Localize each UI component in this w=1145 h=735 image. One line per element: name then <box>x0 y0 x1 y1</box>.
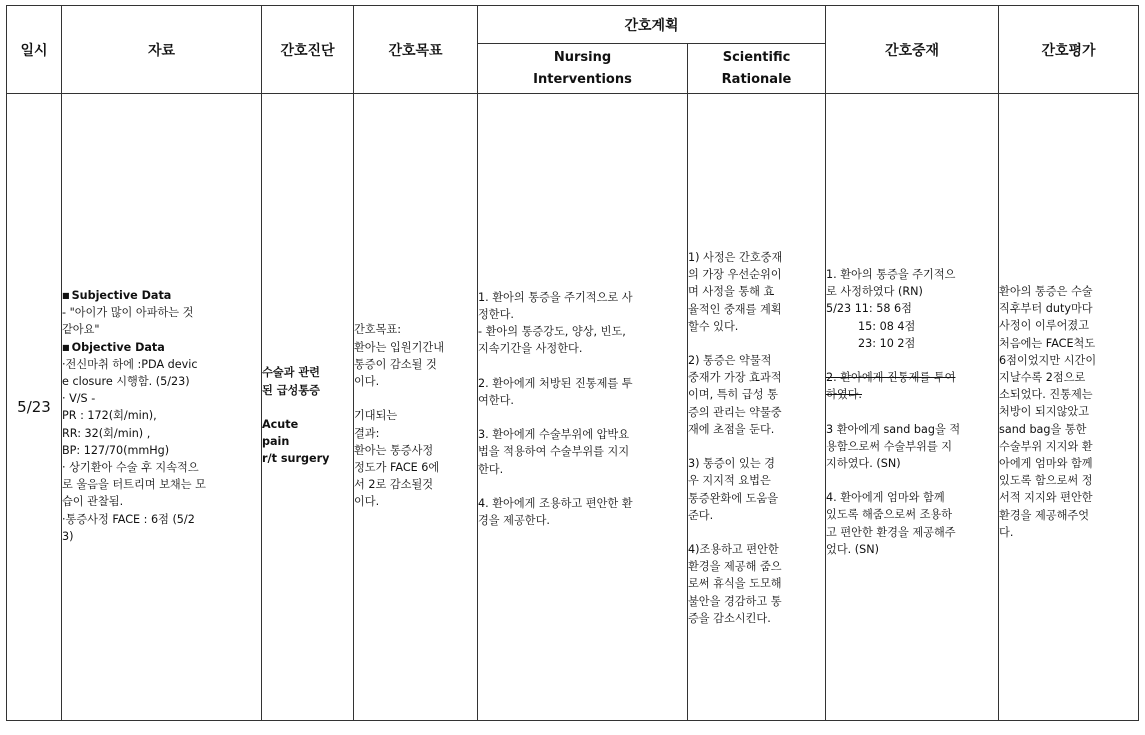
interventions-cell <box>478 94 688 721</box>
spacer <box>354 390 477 407</box>
data-line: RR: 32(회/min) , <box>62 426 151 440</box>
intervention-line: 경을 제공한다. <box>478 513 550 527</box>
subjective-heading-text: Subjective Data <box>71 288 172 302</box>
evaluation-line: 처방이 되지않았고 <box>999 405 1090 419</box>
implementation-line: 있도록 해줌으로써 조용하 <box>826 508 953 522</box>
intervention-line: 1. 환아의 통증을 주기적으로 사 <box>478 290 633 304</box>
evaluation-line: 서적 지지와 편안한 <box>999 491 1093 505</box>
rationale-line: 증을 감소시킨다. <box>688 611 771 625</box>
rationale-line: 2) 통증은 약물적 <box>688 354 772 368</box>
rationale-line: 의 가장 우선순위이 <box>688 268 782 282</box>
header-interventions-line2: Interventions <box>533 71 632 87</box>
evaluation-line: 수술부위 지지와 환 <box>999 439 1093 453</box>
spacer <box>262 399 353 416</box>
evaluation-line: 소되었다. 진통제는 <box>999 388 1093 402</box>
evaluation-cell <box>999 94 1139 721</box>
rationale-cell <box>688 94 826 721</box>
spacer <box>826 472 998 489</box>
header-implementation: 간호중재 <box>826 6 999 94</box>
goal-line: 서 2로 감소될것 <box>354 478 434 492</box>
data-line: 습이 관찰됨. <box>62 495 124 509</box>
diagnosis-line: Acute <box>262 417 299 431</box>
rationale-line: 로써 휴식을 도모해 <box>688 577 782 591</box>
header-rationale-line2: Rationale <box>721 71 792 87</box>
data-line: ·통증사정 FACE : 6점 (5/2 <box>62 512 195 526</box>
implementation-line: 4. 환아에게 엄마와 함께 <box>826 491 945 505</box>
implementation-line: 3 환아에게 sand bag을 적 <box>826 422 961 436</box>
spacer <box>478 358 687 375</box>
header-diagnosis: 간호진단 <box>262 6 354 94</box>
evaluation-line: 다. <box>999 525 1014 539</box>
header-data: 자료 <box>62 6 262 94</box>
data-line: ·전신마취 하에 :PDA devic <box>62 357 198 371</box>
header-plan: 간호계획 <box>478 6 826 44</box>
implementation-line-struck: 하였다. <box>826 388 862 402</box>
header-interventions-line1: Nursing <box>553 49 612 65</box>
rationale-line: 불안을 경감하고 통 <box>688 594 782 608</box>
header-interventions <box>478 44 688 94</box>
evaluation-line: 처음에는 FACE척도 <box>999 336 1096 350</box>
objective-heading-text: Objective Data <box>71 340 165 354</box>
row-date: 5/23 <box>7 94 62 721</box>
implementation-line-struck: 2. 환아에게 진통제를 투여 <box>826 371 956 385</box>
header-rationale-line1: Scientific <box>722 49 791 65</box>
objective-heading: ■ Objective Data <box>62 340 165 354</box>
goal-cell <box>354 94 478 721</box>
data-line: · 상기환아 수술 후 지속적으 <box>62 461 199 474</box>
subjective-heading: ■ Subjective Data <box>62 288 172 302</box>
header-rationale <box>688 44 826 94</box>
intervention-line: 지속기간을 사정한다. <box>478 342 583 356</box>
intervention-line: - 환아의 통증강도, 양상, 빈도, <box>478 325 626 339</box>
diagnosis-cell <box>262 94 354 721</box>
intervention-line: 여한다. <box>478 393 514 407</box>
header-goal: 간호목표 <box>354 6 478 94</box>
data-line: 3) <box>62 529 74 543</box>
data-cell <box>62 94 262 721</box>
implementation-line: 지하였다. (SN) <box>826 456 901 470</box>
header-date: 일시 <box>7 6 62 94</box>
diagnosis-line: pain <box>262 435 290 449</box>
evaluation-line: sand bag을 통한 <box>999 422 1087 436</box>
diagnosis-line: r/t surgery <box>262 452 330 466</box>
evaluation-line: 직후부터 duty마다 <box>999 302 1093 316</box>
goal-line: 환아는 통증사정 <box>354 443 434 457</box>
rationale-line: 통증완화에 도움을 <box>688 491 779 505</box>
goal-line: 결과: <box>354 426 380 440</box>
data-line: - "아이가 많이 아파하는 것 <box>62 306 194 320</box>
goal-line: 정도가 FACE 6에 <box>354 460 440 474</box>
implementation-line: 었다. (SN) <box>826 542 879 556</box>
rationale-line: 이며, 특히 급성 통 <box>688 388 778 402</box>
goal-line: 환아는 입원기간내 <box>354 340 445 354</box>
data-line: PR : 172(회/min), <box>62 409 157 423</box>
intervention-line: 3. 환아에게 수술부위에 압박요 <box>478 428 630 442</box>
data-line: BP: 127/70(mmHg) <box>62 443 170 457</box>
rationale-line: 우 지지적 요법은 <box>688 474 771 488</box>
intervention-line: 정한다. <box>478 308 514 322</box>
implementation-line: 1. 환아의 통증을 주기적으 <box>826 268 956 282</box>
implementation-cell <box>826 94 999 721</box>
rationale-line: 환경을 제공해 줌으 <box>688 560 782 574</box>
data-line: e closure 시행함. (5/23) <box>62 374 190 388</box>
rationale-line: 재에 초점을 둔다. <box>688 422 775 436</box>
evaluation-line: 아에게 엄마와 함께 <box>999 457 1093 470</box>
intervention-line: 한다. <box>478 462 504 476</box>
implementation-line: 고 편안한 환경을 제공해주 <box>826 525 956 539</box>
spacer <box>688 438 825 455</box>
rationale-line: 4)조용하고 편안한 <box>688 542 779 556</box>
care-plan-row <box>7 94 1139 721</box>
data-line: · V/S - <box>62 392 96 406</box>
spacer <box>826 404 998 421</box>
goal-line: 통증이 감소될 것 <box>354 357 437 371</box>
goal-line: 이다. <box>354 375 380 389</box>
spacer <box>688 524 825 541</box>
header-row-1 <box>7 6 1139 44</box>
diagnosis-line: 된 급성통증 <box>262 383 320 397</box>
rationale-line: 며 사정을 통해 효 <box>688 285 775 299</box>
evaluation-line: 있도록 함으로써 정 <box>999 474 1093 488</box>
nursing-care-plan-table <box>6 5 1139 721</box>
intervention-line: 2. 환아에게 처방된 진통제를 투 <box>478 376 633 390</box>
evaluation-line: 환경을 제공해주엇 <box>999 508 1090 522</box>
data-line: 로 울음을 터트리며 보채는 모 <box>62 478 206 492</box>
spacer <box>688 335 825 352</box>
evaluation-line: 사정이 이루어졌고 <box>999 319 1090 333</box>
evaluation-line: 지날수록 2점으로 <box>999 370 1086 384</box>
intervention-line: 4. 환아에게 조용하고 편안한 환 <box>478 496 633 510</box>
intervention-line: 법을 적용하여 수술부위를 지지 <box>478 445 630 459</box>
rationale-line: 할수 있다. <box>688 319 739 333</box>
implementation-line: 15: 08 4점 <box>858 319 916 333</box>
implementation-line: 5/23 11: 58 6점 <box>826 302 912 316</box>
implementation-line: 용함으로써 수술부위를 지 <box>826 439 953 453</box>
rationale-line: 중재가 가장 효과적 <box>688 371 782 385</box>
spacer <box>478 409 687 426</box>
rationale-line: 준다. <box>688 508 714 522</box>
evaluation-line: 6점이었지만 시간이 <box>999 353 1097 367</box>
goal-line: 이다. <box>354 495 380 509</box>
diagnosis-line: 수술과 관련 <box>262 366 320 380</box>
data-line: 같아요" <box>62 323 100 337</box>
rationale-line: 증의 관리는 약물중 <box>688 405 782 419</box>
implementation-line: 23: 10 2점 <box>858 336 916 350</box>
header-evaluation: 간호평가 <box>999 6 1139 94</box>
rationale-line: 1) 사정은 간호중재 <box>688 251 783 265</box>
rationale-line: 율적인 중재를 계획 <box>688 302 782 316</box>
goal-line: 간호목표: <box>354 323 401 337</box>
spacer <box>478 478 687 495</box>
evaluation-line: 환아의 통증은 수술 <box>999 284 1093 298</box>
rationale-line: 3) 통증이 있는 경 <box>688 457 775 471</box>
goal-line: 기대되는 <box>354 409 398 423</box>
spacer <box>826 352 998 369</box>
implementation-line: 로 사정하였다 (RN) <box>826 285 923 299</box>
